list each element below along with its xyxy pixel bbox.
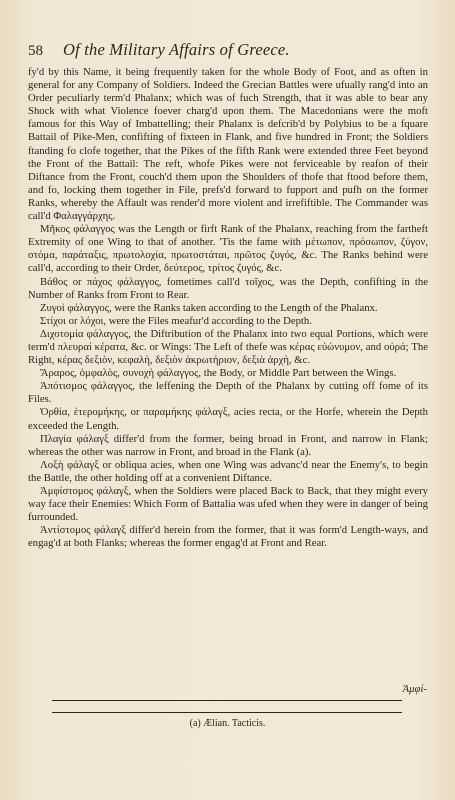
paragraph: Διχοτομία φάλαγγος, the Diftribution of the Phalanx into two equal Portions, which were term'd πλευραί κέρατα, &c. or Wings: The Left of thefe was κέρας εὐώνυμον, and οὐρά; The Right, κέρας δεξιὸν, κεφαλὴ, δεξιὸν ἀκρωτήριον, δεξιὰ ἀρχὴ, &c. xyxy=(28,327,428,367)
paragraph: Βάθος or πάχος φάλαγγος, fometimes call'd τοῖχος, was the Depth, confifting in the Number of Ranks from Front to Rear. xyxy=(28,275,428,301)
paragraph: Μῆκος φάλαγγος was the Length or firft Rank of the Phalanx, reaching from the fartheft Extremity of one Wing to that of another. 'Tis the fame with μέτωπον, πρόσωπον, ζύγον, στόμα, παράταξις, πρωτολοχία, πρωτοστάται, πρῶτος ζυγός, &c. The Ranks behind were call'd, according to their Order, δεύτερος, τρίτος ζυγός, &c. xyxy=(28,223,428,275)
paragraph: Ἄραρος, ὀμφαλὸς, συνοχὴ φάλαγγος, the Body, or Middle Part between the Wings. xyxy=(40,367,397,380)
paragraph: Ὀρθία, ἑτερομήκης, or παραμήκης φάλαγξ, acies recta, or the Horfe, wherein the Depth exceeded the Length. xyxy=(28,406,428,432)
paragraph: fy'd by this Name, it being frequently taken for the whole Body of Foot, and as often in general for any Company of Soldiers. Indeed the Grecian Battles were ufually rang'd into an Order peculiarly term'd Phalanx; which was of fuch Strength, that it was able to bear any Shock with what Violence foever charg'd upon them. The Macedonians were the moft famous for this Way of Imbattelling; their Phalanx is defcrib'd by Polybius to be a fquare Battail of Pike-Men, confifting of fixteen in Flank, and five hundred in Front; the Soldiers ftanding fo clofe together, that the Pikes of the fifth Rank were extended three Feet beyond the Front of the Battail: The reft, whofe Pikes were not ferviceable by reafon of their Diftance from the Front, couch'd them upon the Shoulders of thofe that ftood before them, and fo, locking them together in File, prefs'd forward to fupport and pufh on the former Ranks, whereby the Affault was render'd more violent and irrefiftible. The Commander was call'd Φαλαγγάρχης. xyxy=(28,66,428,223)
page-number: 58 xyxy=(28,43,43,59)
page-header xyxy=(28,40,425,60)
paragraph: Λοξὴ φάλαγξ or obliqua acies, when one Wing was advanc'd near the Enemy's, to begin the Battle, the other holding off at a convenient Diftance. xyxy=(28,458,428,484)
paragraph: Ἀμφίστομος φάλαγξ, when the Soldiers were placed Back to Back, that they might every way face their Enemies: Which Form of Battalia was ufed when they were in danger of being furrounded. xyxy=(28,485,428,524)
footnote-rule xyxy=(52,712,402,713)
body-text xyxy=(28,66,428,550)
catchword: Ἀμφί- xyxy=(402,683,427,695)
running-title: Of the Military Affairs of Greece. xyxy=(63,40,290,59)
paragraph: Ἀπότισμος φάλαγγος, the leffening the Depth of the Phalanx by cutting off fome of its Files. xyxy=(28,380,428,406)
footnote: (a) Ælian. Tacticis. xyxy=(189,718,266,729)
footnote-rule xyxy=(52,700,402,701)
paragraph: Ζυγοὶ φάλαγγος, were the Ranks taken according to the Length of the Phalanx. xyxy=(40,301,378,314)
paragraph: Ἀντίστομος φάλαγξ differ'd herein from the former, that it was form'd Length-ways, and engag'd at both Flanks; whereas the former engag'd at Front and Rear. xyxy=(28,524,428,550)
paragraph: Στίχοι or λόχοι, were the Files meafur'd according to the Depth. xyxy=(40,314,312,327)
paragraph: Πλαγία φάλαγξ differ'd from the former, being broad in Front, and narrow in Flank; whereas the other was narrow in Front, and broad in the Flank (a). xyxy=(28,432,428,458)
